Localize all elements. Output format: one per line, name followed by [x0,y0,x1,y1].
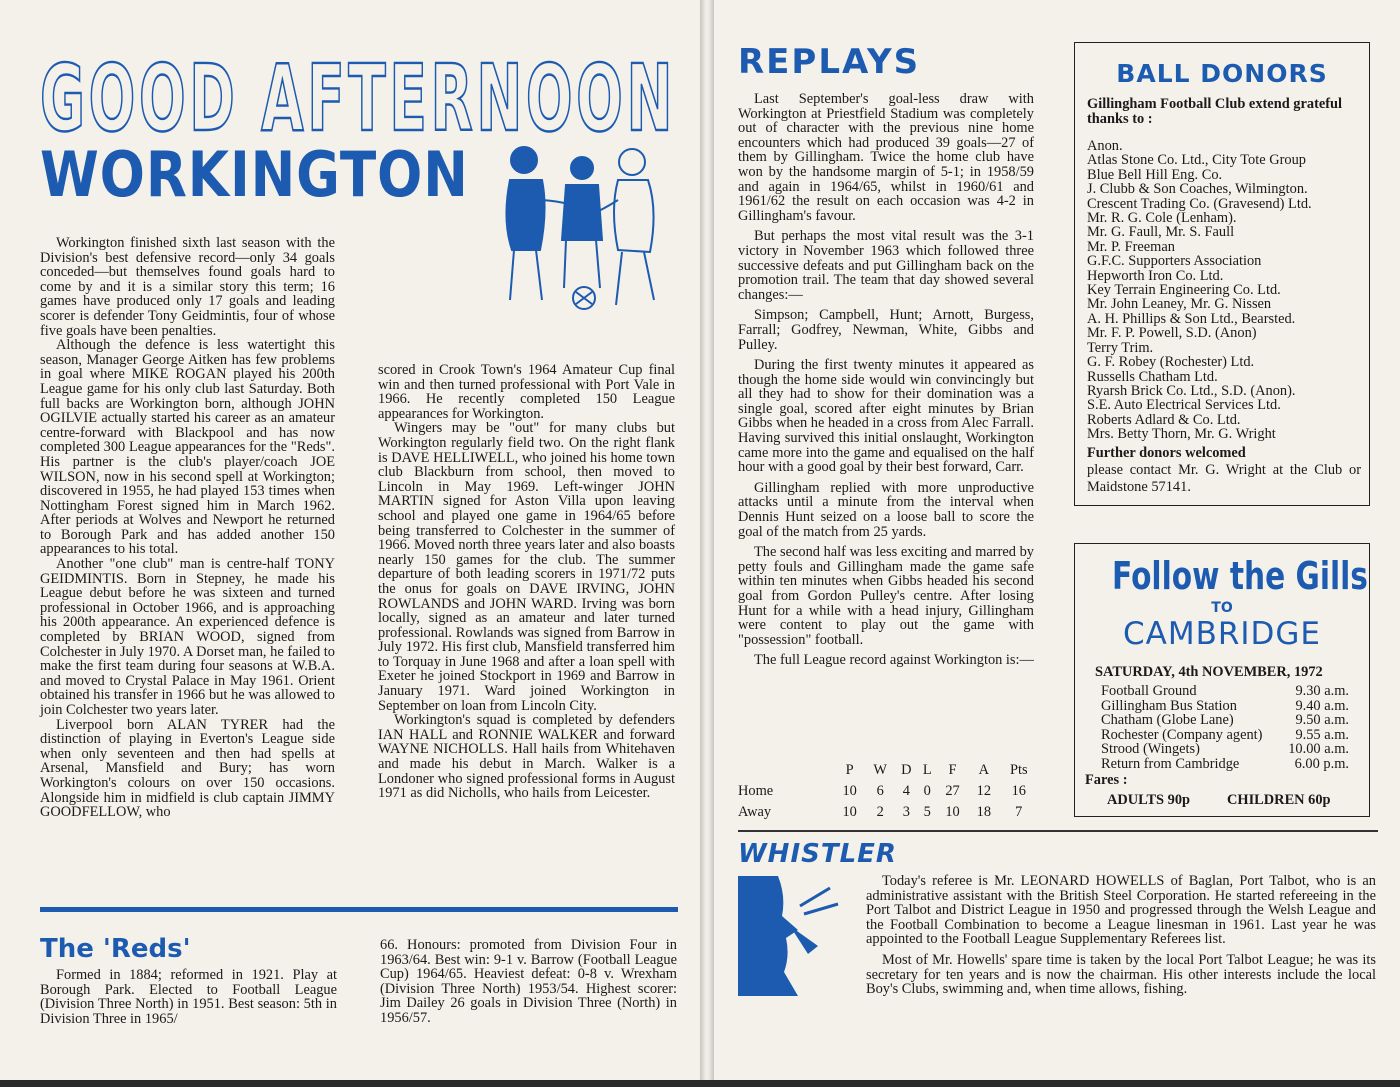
table-cell: 2 [876,804,884,820]
paragraph: scored in Crook Town's 1964 Amateur Cup final win and then turned professional with Port Vale in 1966. He recently completed 150 League appearances for Workington. [378,362,675,422]
donor-item: Mrs. Betty Thorn, Mr. G. Wright [1087,426,1276,443]
pickup-row [1101,742,1349,757]
pickup-time: 9.55 a.m. [1295,726,1349,743]
adult-fare: ADULTS 90p [1107,792,1191,808]
paragraph: Today's referee is Mr. LEONARD HOWELLS of Baglan, Port Talbot, who is an administrative assistant with the British Steel Corporation. He started refereeing in the Port Talbot and District League in 1950 and progressed through the Welsh League and the Football Combination to become a League linesman in 1961. Last year he was appointed to the Football League Supplementary Referees list. [866,873,1376,948]
child-fare: CHILDREN 60p [1227,792,1331,808]
paragraph: But perhaps the most vital result was the 3-1 victory in November 1963 which followed three successive defeats and put Gillingham back on the promotion trail. The team that day showed several changes:— [738,228,1034,303]
table-header: D [901,762,912,778]
paragraph: Liverpool born ALAN TYRER had the distinction of playing in Everton's League side when only seventeen and then had spells at Arsenal, Mansfield and Bury; has worn Workington's colours on over 150 occasions. Alongside him in midfield is club captain JIMMY GOODFELLOW, who [40,716,335,821]
donor-item: Roberts Adlard & Co. Ltd. [1087,411,1241,428]
replays-text [738,92,1034,668]
reds-title: The 'Reds' [40,934,191,964]
donor-item: Key Terrain Engineering Co. Ltd. [1087,282,1281,299]
paragraph: Another "one club" man is centre-half TONY GEIDMINTIS. Born in Stepney, he made his League debut before he was sixteen and turned professional in October 1966, and is approaching his 200th appearance. An experienced defence is completed by BRIAN WOOD, signed from Colchester in July 1970. A Dorset man, he failed to make the first team during four seasons at W.B.A. and moved to Crystal Palace in May 1961. Orient obtained his transfer in 1966 but he was allowed to join Colchester two years later. [40,556,335,718]
league-record-table [738,762,1038,825]
table-cell: 5 [923,804,931,820]
table-row [738,783,1038,804]
table-header-row [738,762,1038,783]
paragraph: Most of Mr. Howells' spare time is taken by the local Port Talbot League; he was its secretary for ten years and is now the chairman. His other interests include the local Boy's Clubs, swimming and, when time allows, fishing. [866,951,1376,998]
pickup-times-table [1101,684,1349,772]
table-cell: 0 [923,783,931,799]
follow-destination: CAMBRIDGE [1122,616,1322,652]
pickup-time: 9.50 a.m. [1295,712,1349,729]
paragraph: Workington's squad is completed by defenders IAN HALL and RONNIE WALKER and forward WAYNE NICHOLLS. Hall hails from Whitehaven and made his debut in March. Walker is a Londoner who signed professional forms in August 1971 as did Nicholls, who hails from Leicester. [378,712,675,802]
binding-gutter [700,0,714,1080]
row-label: Away [738,804,772,820]
section-divider [738,830,1378,832]
donor-item: Ryarsh Brick Co. Ltd., S.D. (Anon). [1087,382,1296,399]
donor-item: S.E. Auto Electrical Services Ltd. [1087,397,1281,414]
donor-item: Hepworth Iron Co. Ltd. [1087,267,1224,284]
workington-headline: WORKINGTON [40,138,469,211]
table-row [738,804,1038,825]
donor-item: Mr. John Leaney, Mr. G. Nissen [1087,296,1272,313]
whistler-text [866,874,1376,997]
donor-item: Anon. [1087,138,1123,154]
donor-list [1087,139,1367,442]
donor-item: Crescent Trading Co. (Gravesend) Ltd. [1087,195,1312,212]
pickup-place: Strood (Wingets) [1101,741,1200,758]
pickup-row [1101,684,1349,699]
table-cell: 3 [902,804,910,820]
donor-item: G. F. Robey (Rochester) Ltd. [1087,354,1255,371]
pickup-place: Gillingham Bus Station [1101,697,1237,714]
right-page [706,0,1400,1080]
pickup-time: 9.40 a.m. [1295,697,1349,714]
intro-column-1 [40,236,335,820]
pickup-row [1101,728,1349,743]
paragraph: 66. Honours: promoted from Division Four in 1963/64. Best win: 9-1 v. Barrow (Football League Cup) 1964/65. Heaviest defeat: 0-8 v. Wrexham (Division Three North) 1953/54. Highest scorer: Jim Dailey 26 goals in Division Three (North) in 1956/57. [380,937,677,1026]
pickup-time: 10.00 a.m. [1288,741,1349,758]
pickup-row [1101,699,1349,714]
pickup-time: 9.30 a.m. [1295,683,1349,699]
donor-item: G.F.C. Supporters Association [1087,253,1262,270]
reds-column-2 [380,938,677,1026]
paragraph: The second half was less exciting and marred by petty fouls and Gillingham made the game safe within ten minutes when Gibbs headed his second goal from Gordon Pulley's centre. After losing Hunt for a while with a head injury, Gillingham were content to play out the game with "possession" football. [738,544,1034,648]
row-label: Home [738,783,774,799]
table-cell [738,762,834,783]
table-cell: 10 [842,804,857,820]
pickup-place: Football Ground [1101,683,1197,699]
paragraph: During the first twenty minutes it appeared as though the home side would win convincingly but all they had to show for their domination was a single goal, scored after eight minutes by Brian Gibbs when he headed in a cross from Alec Farrall. Having survived this initial onslaught, Workington came more into the game and equalised on the half hour with a good goal by their best forward, Carr. [738,357,1034,476]
good-afternoon-headline [40,52,680,136]
paragraph: Workington finished sixth last season with the Division's best defensive record—only 34 goals conceded—but themselves found goals hard to come by and it is a similar story this term; 16 games have produced only 17 goals and leading scorer is defender Tony Geidmintis, four of whose five goals have been penalties. [40,235,335,339]
section-divider [40,907,678,912]
referee-illustration [738,876,854,996]
table-cell: 10 [842,783,857,799]
ball-donors-box [1074,42,1370,506]
pickup-place: Chatham (Globe Lane) [1101,712,1234,729]
paragraph: Formed in 1884; reformed in 1921. Play at Borough Park. Elected to Football League (Division Three North) in 1951. Best season: 5th in Division Three in 1965/ [40,967,337,1027]
good-afternoon-text: GOOD AFTERNOON [40,52,676,136]
table-header: F [948,762,957,778]
donor-item: Mr. P. Freeman [1087,238,1175,255]
donor-item: Terry Trim. [1087,339,1154,356]
paragraph: The full League record against Workington is:— [754,652,1034,669]
table-cell: 4 [902,783,910,799]
paragraph: Last September's goal-less draw with Workington at Priestfield Stadium was completely out of character with the previous nine home encounters which had produced 39 goals—27 of them by Gillingham. Twice the home club have won by the handsome margin of 5-1; in 1958/59 and again in 1964/65, whilst in 1960/61 and 1961/62 the result on each occasion was 4-2 in Gillingham's favour. [738,91,1034,224]
table-cell: 27 [945,783,960,799]
follow-title: Follow the Gills [1112,554,1368,598]
donor-item: Russells Chatham Ltd. [1087,368,1218,385]
table-cell: 18 [976,804,992,820]
table-header: W [873,762,887,778]
handshake-illustration [492,140,682,315]
paragraph: Simpson; Campbell, Hunt; Arnott, Burgess, Farrall; Godfrey, Newman, White, Gibbs and Pulley. [738,307,1034,353]
follow-the-gills-box [1074,543,1370,817]
table-header: Pts [1009,762,1028,778]
donor-item: A. H. Phillips & Son Ltd., Bearsted. [1087,310,1296,327]
pickup-place: Return from Cambridge [1101,755,1240,772]
replays-title: REPLAYS [738,42,921,82]
fares-label: Fares : [1085,772,1128,788]
paragraph: Wingers may be "out" for many clubs but Workington regularly field two. On the right flank is DAVE HELLIWELL, who joined his home town club Blackburn from school, then moved to Lincoln in May 1969. Left-winger JOHN MARTIN signed for Aston Villa upon leaving school and played one game in 1964/65 before being transferred to Colchester in the summer of 1966. Moved north three years later and also boasts nearly 150 games for the club. The summer departure of both leading scorers in 1971/72 puts the onus for goals on DAVE IRVING, JOHN ROWLANDS and JOHN WARD. Irving was born locally, signed as an amateur and later turned professional. Rowlands was signed from Barrow in July 1972. His first club, Mansfield transferred him to Torquay in June 1968 and after a loan spell with Exeter he joined Stockport in 1969 and Barrow in January 1971. Ward joined Workington in September on loan from Lincoln City. [378,420,675,714]
table-cell: 16 [1011,783,1026,799]
intro-column-2 [378,363,675,801]
table-cell: 6 [876,783,884,799]
pickup-place: Rochester (Company agent) [1101,726,1263,743]
pickup-time: 6.00 p.m. [1294,755,1349,772]
follow-date: SATURDAY, 4th NOVEMBER, 1972 [1095,664,1323,680]
whistler-title: WHISTLER [738,839,897,869]
follow-to: TO [1211,600,1233,616]
table-cell: 7 [1015,804,1023,820]
ball-donors-title: BALL DONORS [1116,59,1328,88]
table-header: P [845,762,854,778]
pickup-row [1101,713,1349,728]
further-donors-title: Further donors welcomed [1087,445,1246,461]
paragraph: Although the defence is less watertight this season, Manager George Aitken has few problems in goal where MIKE ROGAN played his 200th League game for his only club last Saturday. Both full backs are Workington born, although JOHN OGILVIE actually started his career as an amateur centre-forward with Blackpool and has now completed 300 League appearances for the "Reds". His partner is the club's player/coach JOE WILSON, now in his second spell at Workington; discovered in 1955, he had played 153 times when Nottingham Forest signed him in March 1962. After periods at Wolves and Newport he returned to Borough Park and has added another 150 appearances to his total. [40,337,335,558]
ball-donors-intro: Gillingham Football Club extend grateful thanks to : [1087,96,1343,127]
table-header: A [978,762,990,778]
paragraph: Gillingham replied with more unproductive attacks until a minute from the interval when Dennis Hunt seized on a loose ball to score the goal of the match from 25 yards. [738,479,1034,540]
table-cell: 12 [976,783,992,799]
donor-item: Mr. R. G. Cole (Lenham). [1087,210,1237,227]
pickup-row [1101,757,1349,772]
donor-item: Blue Bell Hill Eng. Co. [1087,166,1223,183]
donor-item: Mr. G. Faull, Mr. S. Faull [1087,224,1235,241]
table-header: L [922,762,932,778]
table-cell: 10 [945,804,960,820]
reds-column-1 [40,968,337,1026]
donor-item: Atlas Stone Co. Ltd., City Tote Group [1087,152,1306,169]
donor-item: Mr. F. P. Powell, S.D. (Anon) [1087,325,1257,342]
donor-item: J. Clubb & Son Coaches, Wilmington. [1087,181,1308,198]
further-donors-text: please contact Mr. G. Wright at the Club or Maidstone 57141. [1087,462,1361,495]
